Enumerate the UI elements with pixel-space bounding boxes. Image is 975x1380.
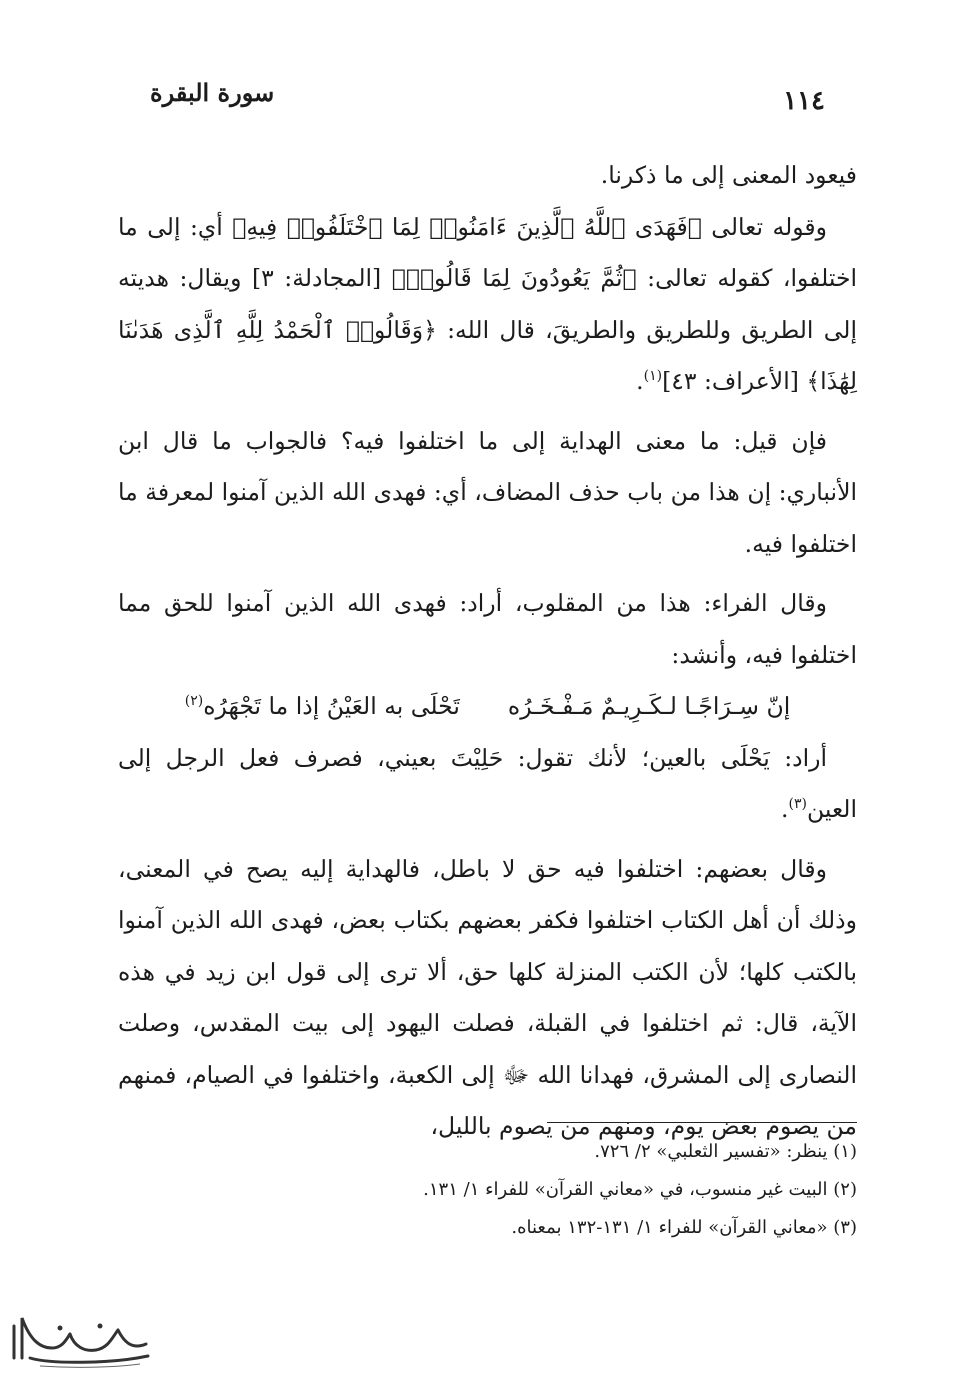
footnote-ref: (١): [643, 368, 663, 385]
paragraph: فإن قيل: ما معنى الهداية إلى ما اختلفوا فيه؟ فالجواب ما قال ابن الأنباري: إن هذا من باب حذف المضاف، أي: فهدى الله الذين آمنوا لمعرفة ما اختلفوا فيه.: [118, 426, 857, 558]
paragraph: أراد: يَحْلَى بالعين؛ لأنك تقول: حَلِيْتَ بعيني، فصرف فعل الرجل إلى العين$^{(٣)}$.: [118, 743, 857, 823]
paragraph: وقال الفراء: هذا من المقلوب، أراد: فهدى الله الذين آمنوا للحق مما اختلفوا فيه، وأنشد:: [118, 589, 857, 669]
footnote: (١) ينظر: «تفسير الثعلبي» ٢/ ٧٢٦.: [594, 1141, 857, 1162]
poem-hemistich: إنّ سِـرَاجًـا لـكَـرِيـمٌ مَـفْـخَـرُه: [507, 692, 791, 720]
surah-title: سورة البقرة: [150, 78, 275, 107]
paragraph: وقوله تعالى ﴿فَهَدَى ٱللَّهُ ٱلَّذِينَ ءَامَنُوا۟ لِمَا ٱخْتَلَفُوا۟ فِيهِ﴾ أي: إلى ما اختلفوا، كقوله تعالى: ﴿ثُمَّ يَعُودُونَ لِمَا قَالُوا۟﴾ [المجادلة: ٣] ويقال: هديته إلى الطريق وللطريق والطريقَ، قال الله: ﴿وَقَالُوا۟ ٱلْحَمْدُ لِلَّهِ ٱلَّذِى هَدَىٰنَا لِهَٰذَا﴾ [الأعراف: ٤٣]$^{(١)}$.: [118, 212, 858, 395]
main-text: [118, 150, 857, 1153]
poem-verse: [118, 681, 857, 733]
paragraph: وقال بعضهم: اختلفوا فيه حق لا باطل، فالهداية إليه يصح في المعنى، وذلك أن أهل الكتاب اختلفوا فكفر بعضهم بكتاب بعض، فهدى الله الذين آمنوا بالكتب كلها؛ لأن الكتب المنزلة كلها حق، ألا ترى إلى قول ابن زيد في هذه الآية، قال: ثم اختلفوا في القبلة، فصلت اليهود إلى بيت المقدس، وصلت النصارى إلى المشرق، فهدانا الله ﷻ إلى الكعبة، واختلفوا في الصيام، فمنهم من يصوم بعض يوم، ومنهم من يصوم بالليل،: [118, 854, 857, 1140]
footnote-divider: [547, 1122, 857, 1123]
calligraphy-stamp-logo: [0, 1300, 160, 1370]
poem-hemistich: تَحْلَى به العَيْنُ إذا ما تَجْهَرُه$^{(٢)}$: [184, 692, 460, 720]
footnote-ref: (٣): [788, 796, 807, 813]
footnote: (٣) «معاني القرآن» للفراء ١/ ١٣١-١٣٢ بمعناه.: [511, 1217, 857, 1238]
paragraph: فيعود المعنى إلى ما ذكرنا.: [600, 161, 857, 189]
footnote-ref: (٢): [184, 693, 204, 710]
page-header: [150, 78, 825, 128]
footnotes: [120, 1122, 857, 1247]
page-number: ١١٤: [783, 86, 825, 116]
footnote: (٢) البيت غير منسوب، في «معاني القرآن» للفراء ١/ ١٣١.: [423, 1179, 857, 1200]
